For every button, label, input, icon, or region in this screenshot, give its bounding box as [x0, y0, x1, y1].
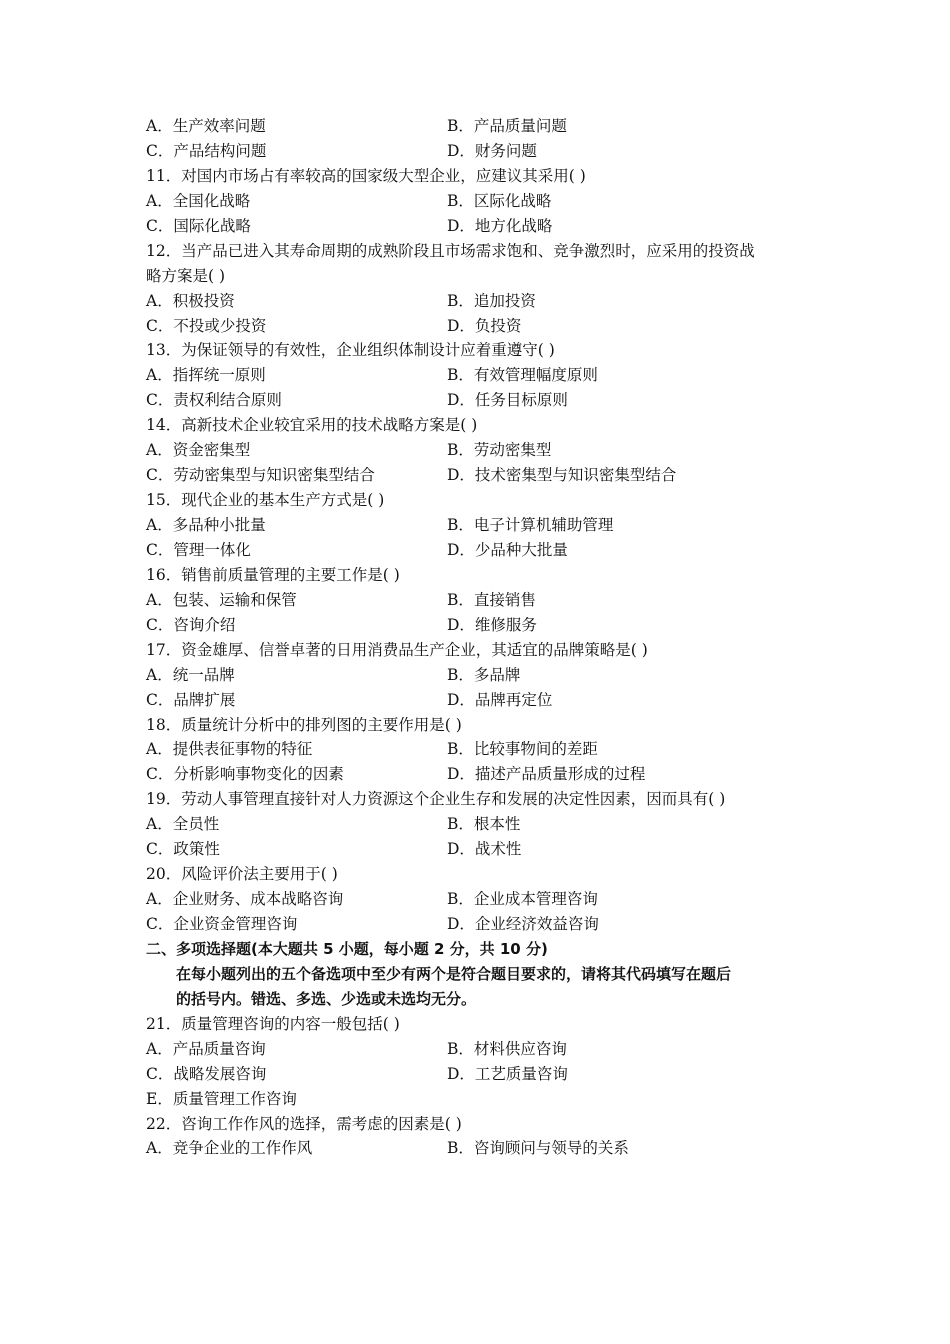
q14-option-d: D．技术密集型与知识密集型结合 — [447, 466, 677, 485]
section-2-title: 二、多项选择题(本大题共 5 小题，每小题 2 分，共 10 分) — [146, 939, 548, 958]
q11-options-row-2 — [146, 214, 816, 239]
q21-options-row-2 — [146, 1062, 816, 1087]
q12-option-c: C．不投或少投资 — [146, 316, 267, 335]
q22-option-a: A．竞争企业的工作作风 — [146, 1139, 313, 1158]
q14-options-row-1 — [146, 438, 816, 463]
q19-option-d: D．战术性 — [447, 840, 522, 859]
q13-stem: 13．为保证领导的有效性，企业组织体制设计应着重遵守( ) — [146, 341, 555, 360]
q15-option-d: D．少品种大批量 — [447, 540, 568, 559]
q16-option-d: D．维修服务 — [447, 615, 537, 634]
q12-options-row-1 — [146, 289, 816, 314]
q15-option-b: B．电子计算机辅助管理 — [447, 516, 614, 534]
q15-option-c: C．管理一体化 — [146, 540, 251, 559]
q20-option-c: C．企业资金管理咨询 — [146, 915, 298, 933]
exam-page — [146, 114, 816, 1161]
q18-stem: 18．质量统计分析中的排列图的主要作用是( ) — [146, 715, 462, 734]
q22-option-b: B．咨询顾问与领导的关系 — [447, 1139, 629, 1158]
q14-options-row-2 — [146, 463, 816, 488]
q19-option-b: B．根本性 — [447, 815, 521, 834]
q12-option-b: B．追加投资 — [447, 291, 536, 310]
q12-stem: 12．当产品已进入其寿命周期的成熟阶段且市场需求饱和、竞争激烈时，应采用的投资战 — [146, 241, 755, 260]
q10-option-a: A．生产效率问题 — [146, 117, 266, 135]
q12-option-d: D．负投资 — [447, 316, 522, 335]
q20-options-row-2 — [146, 912, 816, 937]
q17-option-d: D．品牌再定位 — [447, 690, 553, 709]
q20-options-row-1 — [146, 887, 816, 912]
section-2-instruction-1: 在每小题列出的五个备选项中至少有两个是符合题目要求的，请将其代码填写在题后 — [176, 964, 732, 983]
q10-option-c: C．产品结构问题 — [146, 141, 267, 160]
q17-option-a: A．统一品牌 — [146, 665, 235, 684]
q10-options-row-2 — [146, 139, 816, 164]
q14-option-a: A．资金密集型 — [146, 441, 251, 460]
q14-option-c: C．劳动密集型与知识密集型结合 — [146, 466, 375, 485]
q21-options-row-3 — [146, 1087, 816, 1112]
q13-option-c: C．责权利结合原则 — [146, 391, 282, 410]
q21-option-d: D．工艺质量咨询 — [447, 1064, 568, 1083]
q15-options-row-2 — [146, 538, 816, 563]
q13-option-a: A．指挥统一原则 — [146, 366, 266, 385]
q18-option-a: A．提供表征事物的特征 — [146, 740, 313, 759]
q22-options-row-1 — [146, 1136, 816, 1161]
q19-stem: 19．劳动人事管理直接针对人力资源这个企业生存和发展的决定性因素，因而具有( ) — [146, 790, 726, 809]
q20-option-b: B．企业成本管理咨询 — [447, 890, 598, 909]
q10-option-d: D．财务问题 — [447, 141, 537, 160]
q18-option-d: D．描述产品质量形成的过程 — [447, 765, 646, 784]
q13-option-b: B．有效管理幅度原则 — [447, 366, 598, 385]
q16-option-a: A．包装、运输和保管 — [146, 590, 297, 609]
q10-options-row-1 — [146, 114, 816, 139]
q13-option-d: D．任务目标原则 — [447, 391, 568, 410]
q11-options-row-1 — [146, 189, 816, 214]
q20-option-a: A．企业财务、成本战略咨询 — [146, 890, 344, 909]
q19-options-row-2 — [146, 837, 816, 862]
q16-options-row-2 — [146, 613, 816, 638]
q21-options-row-1 — [146, 1037, 816, 1062]
q11-option-c: C．国际化战略 — [146, 216, 251, 235]
q16-option-c: C．咨询介绍 — [146, 615, 236, 634]
q21-option-a: A．产品质量咨询 — [146, 1039, 266, 1058]
q21-option-e: E．质量管理工作咨询 — [146, 1089, 297, 1108]
q16-stem: 16．销售前质量管理的主要工作是( ) — [146, 565, 400, 584]
q22-stem: 22．咨询工作作风的选择，需考虑的因素是( ) — [146, 1114, 462, 1133]
q17-stem: 17．资金雄厚、信誉卓著的日用消费品生产企业，其适宜的品牌策略是( ) — [146, 640, 648, 659]
q16-option-b: B．直接销售 — [447, 590, 536, 609]
q19-option-a: A．全员性 — [146, 815, 220, 834]
q17-options-row-2 — [146, 688, 816, 713]
q12-stem-continued: 略方案是( ) — [146, 266, 226, 285]
q18-option-c: C．分析影响事物变化的因素 — [146, 765, 344, 784]
q20-stem: 20．风险评价法主要用于( ) — [146, 865, 338, 884]
q11-option-d: D．地方化战略 — [447, 216, 553, 235]
q13-options-row-2 — [146, 388, 816, 413]
q11-stem: 11．对国内市场占有率较高的国家级大型企业，应建议其采用( ) — [146, 166, 586, 185]
q15-stem: 15．现代企业的基本生产方式是( ) — [146, 491, 385, 510]
q15-option-a: A．多品种小批量 — [146, 516, 266, 534]
q16-options-row-1 — [146, 588, 816, 613]
q20-option-d: D．企业经济效益咨询 — [447, 915, 599, 933]
q17-option-c: C．品牌扩展 — [146, 690, 236, 709]
q11-option-b: B．区际化战略 — [447, 191, 552, 210]
q12-option-a: A．积极投资 — [146, 291, 235, 310]
q19-option-c: C．政策性 — [146, 840, 220, 859]
q13-options-row-1 — [146, 363, 816, 388]
q14-option-b: B．劳动密集型 — [447, 441, 552, 460]
q21-option-c: C．战略发展咨询 — [146, 1064, 267, 1083]
q18-options-row-2 — [146, 762, 816, 787]
q15-options-row-1 — [146, 513, 816, 538]
q19-options-row-1 — [146, 812, 816, 837]
q11-option-a: A．全国化战略 — [146, 191, 251, 210]
q21-stem: 21．质量管理咨询的内容一般包括( ) — [146, 1014, 400, 1033]
q10-option-b: B．产品质量问题 — [447, 117, 567, 135]
q18-option-b: B．比较事物间的差距 — [447, 740, 598, 759]
q12-options-row-2 — [146, 314, 816, 339]
q18-options-row-1 — [146, 737, 816, 762]
q17-option-b: B．多品牌 — [447, 665, 521, 684]
q17-options-row-1 — [146, 663, 816, 688]
q21-option-b: B．材料供应咨询 — [447, 1039, 567, 1058]
section-2-instruction-2: 的括号内。错选、多选、少选或未选均无分。 — [176, 989, 477, 1008]
q14-stem: 14．高新技术企业较宜采用的技术战略方案是( ) — [146, 416, 478, 435]
